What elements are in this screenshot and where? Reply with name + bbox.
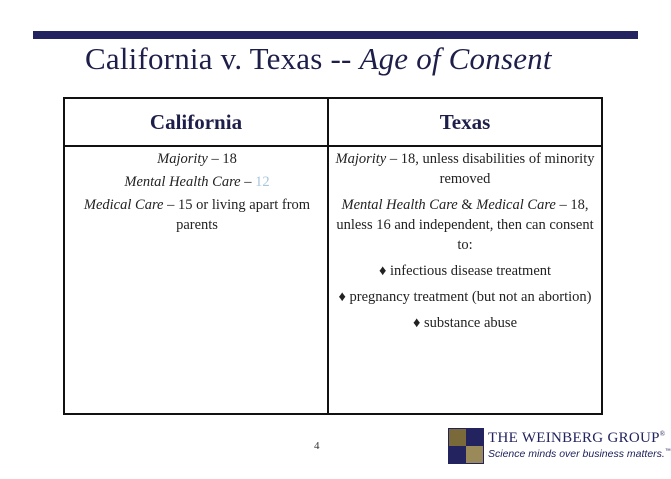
logo-name: THE WEINBERG GROUP® xyxy=(488,430,666,446)
tx-care: Mental Health Care & Medical Care – 18, unless 16 and independent, then can consent to: xyxy=(336,197,594,253)
tx-bullet-infectious: ♦ infectious disease treatment xyxy=(378,263,552,279)
logo-mark-icon xyxy=(448,428,484,464)
header-texas: Texas xyxy=(439,110,491,134)
title-italic: Age of Consent xyxy=(359,41,552,76)
top-rule xyxy=(33,31,638,39)
ca-majority: Majority – 18 xyxy=(157,151,237,167)
tx-bullet-substance: ♦ substance abuse xyxy=(412,315,518,331)
slide-title xyxy=(85,41,552,77)
tx-bullet-pregnancy: ♦ pregnancy treatment (but not an abortion) xyxy=(338,289,592,305)
ca-mental-health: Mental Health Care – 12 xyxy=(124,174,270,190)
column-divider xyxy=(327,99,329,413)
weinberg-logo xyxy=(448,428,671,464)
page-number: 4 xyxy=(314,440,320,452)
ca-medical-care: Medical Care – 15 or living apart from parents xyxy=(83,197,311,233)
tx-majority: Majority – 18, unless disabilities of minority removed xyxy=(335,151,595,187)
california-cell xyxy=(81,149,313,238)
comparison-table xyxy=(63,97,603,415)
texas-cell xyxy=(335,149,595,339)
ca-mental-health-age: 12 xyxy=(255,174,270,190)
header-california: California xyxy=(149,110,243,134)
logo-tagline: Science minds over business matters.™ xyxy=(488,448,671,460)
table-header-row xyxy=(65,99,601,147)
title-main: California v. Texas -- xyxy=(85,41,360,76)
